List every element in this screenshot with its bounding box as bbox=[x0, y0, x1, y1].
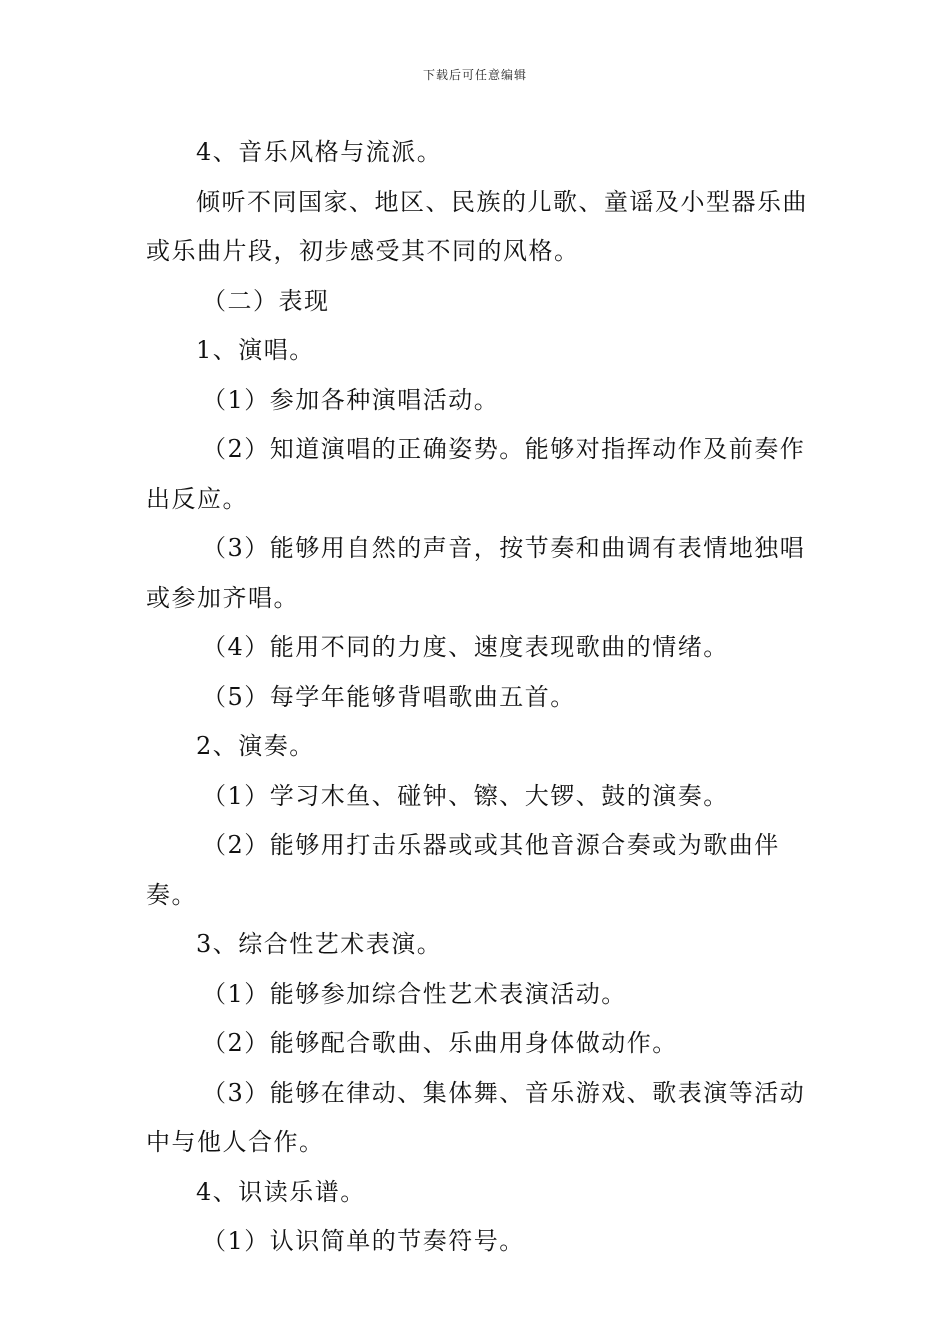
section-heading: 2、演奏。 bbox=[196, 732, 315, 760]
list-item: （1）能够参加综合性艺术表演活动。 bbox=[202, 979, 627, 1008]
section-heading: 4、识读乐谱。 bbox=[196, 1177, 366, 1206]
page-header-note: 下载后可任意编辑 bbox=[422, 68, 527, 82]
section-heading: 4、音乐风格与流派。 bbox=[196, 138, 443, 166]
list-item: （1）参加各种演唱活动。 bbox=[202, 385, 500, 414]
list-item: （2）能够配合歌曲、乐曲用身体做动作。 bbox=[202, 1029, 678, 1057]
list-item: （2）知道演唱的正确姿势。能够对指挥动作及前奏作出反应。 bbox=[146, 435, 806, 513]
list-item: （2）能够用打击乐器或或其他音源合奏或为歌曲伴奏。 bbox=[146, 831, 780, 909]
list-item: （3）能够用自然的声音，按节奏和曲调有表情地独唱或参加齐唱。 bbox=[146, 534, 806, 612]
document-body bbox=[146, 128, 810, 1267]
list-item: （1）学习木鱼、碰钟、镲、大锣、鼓的演奏。 bbox=[202, 781, 729, 810]
list-item: （1）认识简单的节奏符号。 bbox=[202, 1227, 525, 1255]
list-item: （4）能用不同的力度、速度表现歌曲的情绪。 bbox=[202, 633, 729, 661]
list-item: （5）每学年能够背唱歌曲五首。 bbox=[202, 682, 576, 711]
body-paragraph: 倾听不同国家、地区、民族的儿歌、童谣及小型器乐曲或乐曲片段，初步感受其不同的风格。 bbox=[146, 187, 808, 265]
list-item: （3）能够在律动、集体舞、音乐游戏、歌表演等活动中与他人合作。 bbox=[146, 1078, 806, 1156]
section-heading: 3、综合性艺术表演。 bbox=[196, 930, 443, 958]
section-heading: 1、演唱。 bbox=[196, 336, 315, 364]
section-title: （二）表现 bbox=[202, 286, 330, 315]
